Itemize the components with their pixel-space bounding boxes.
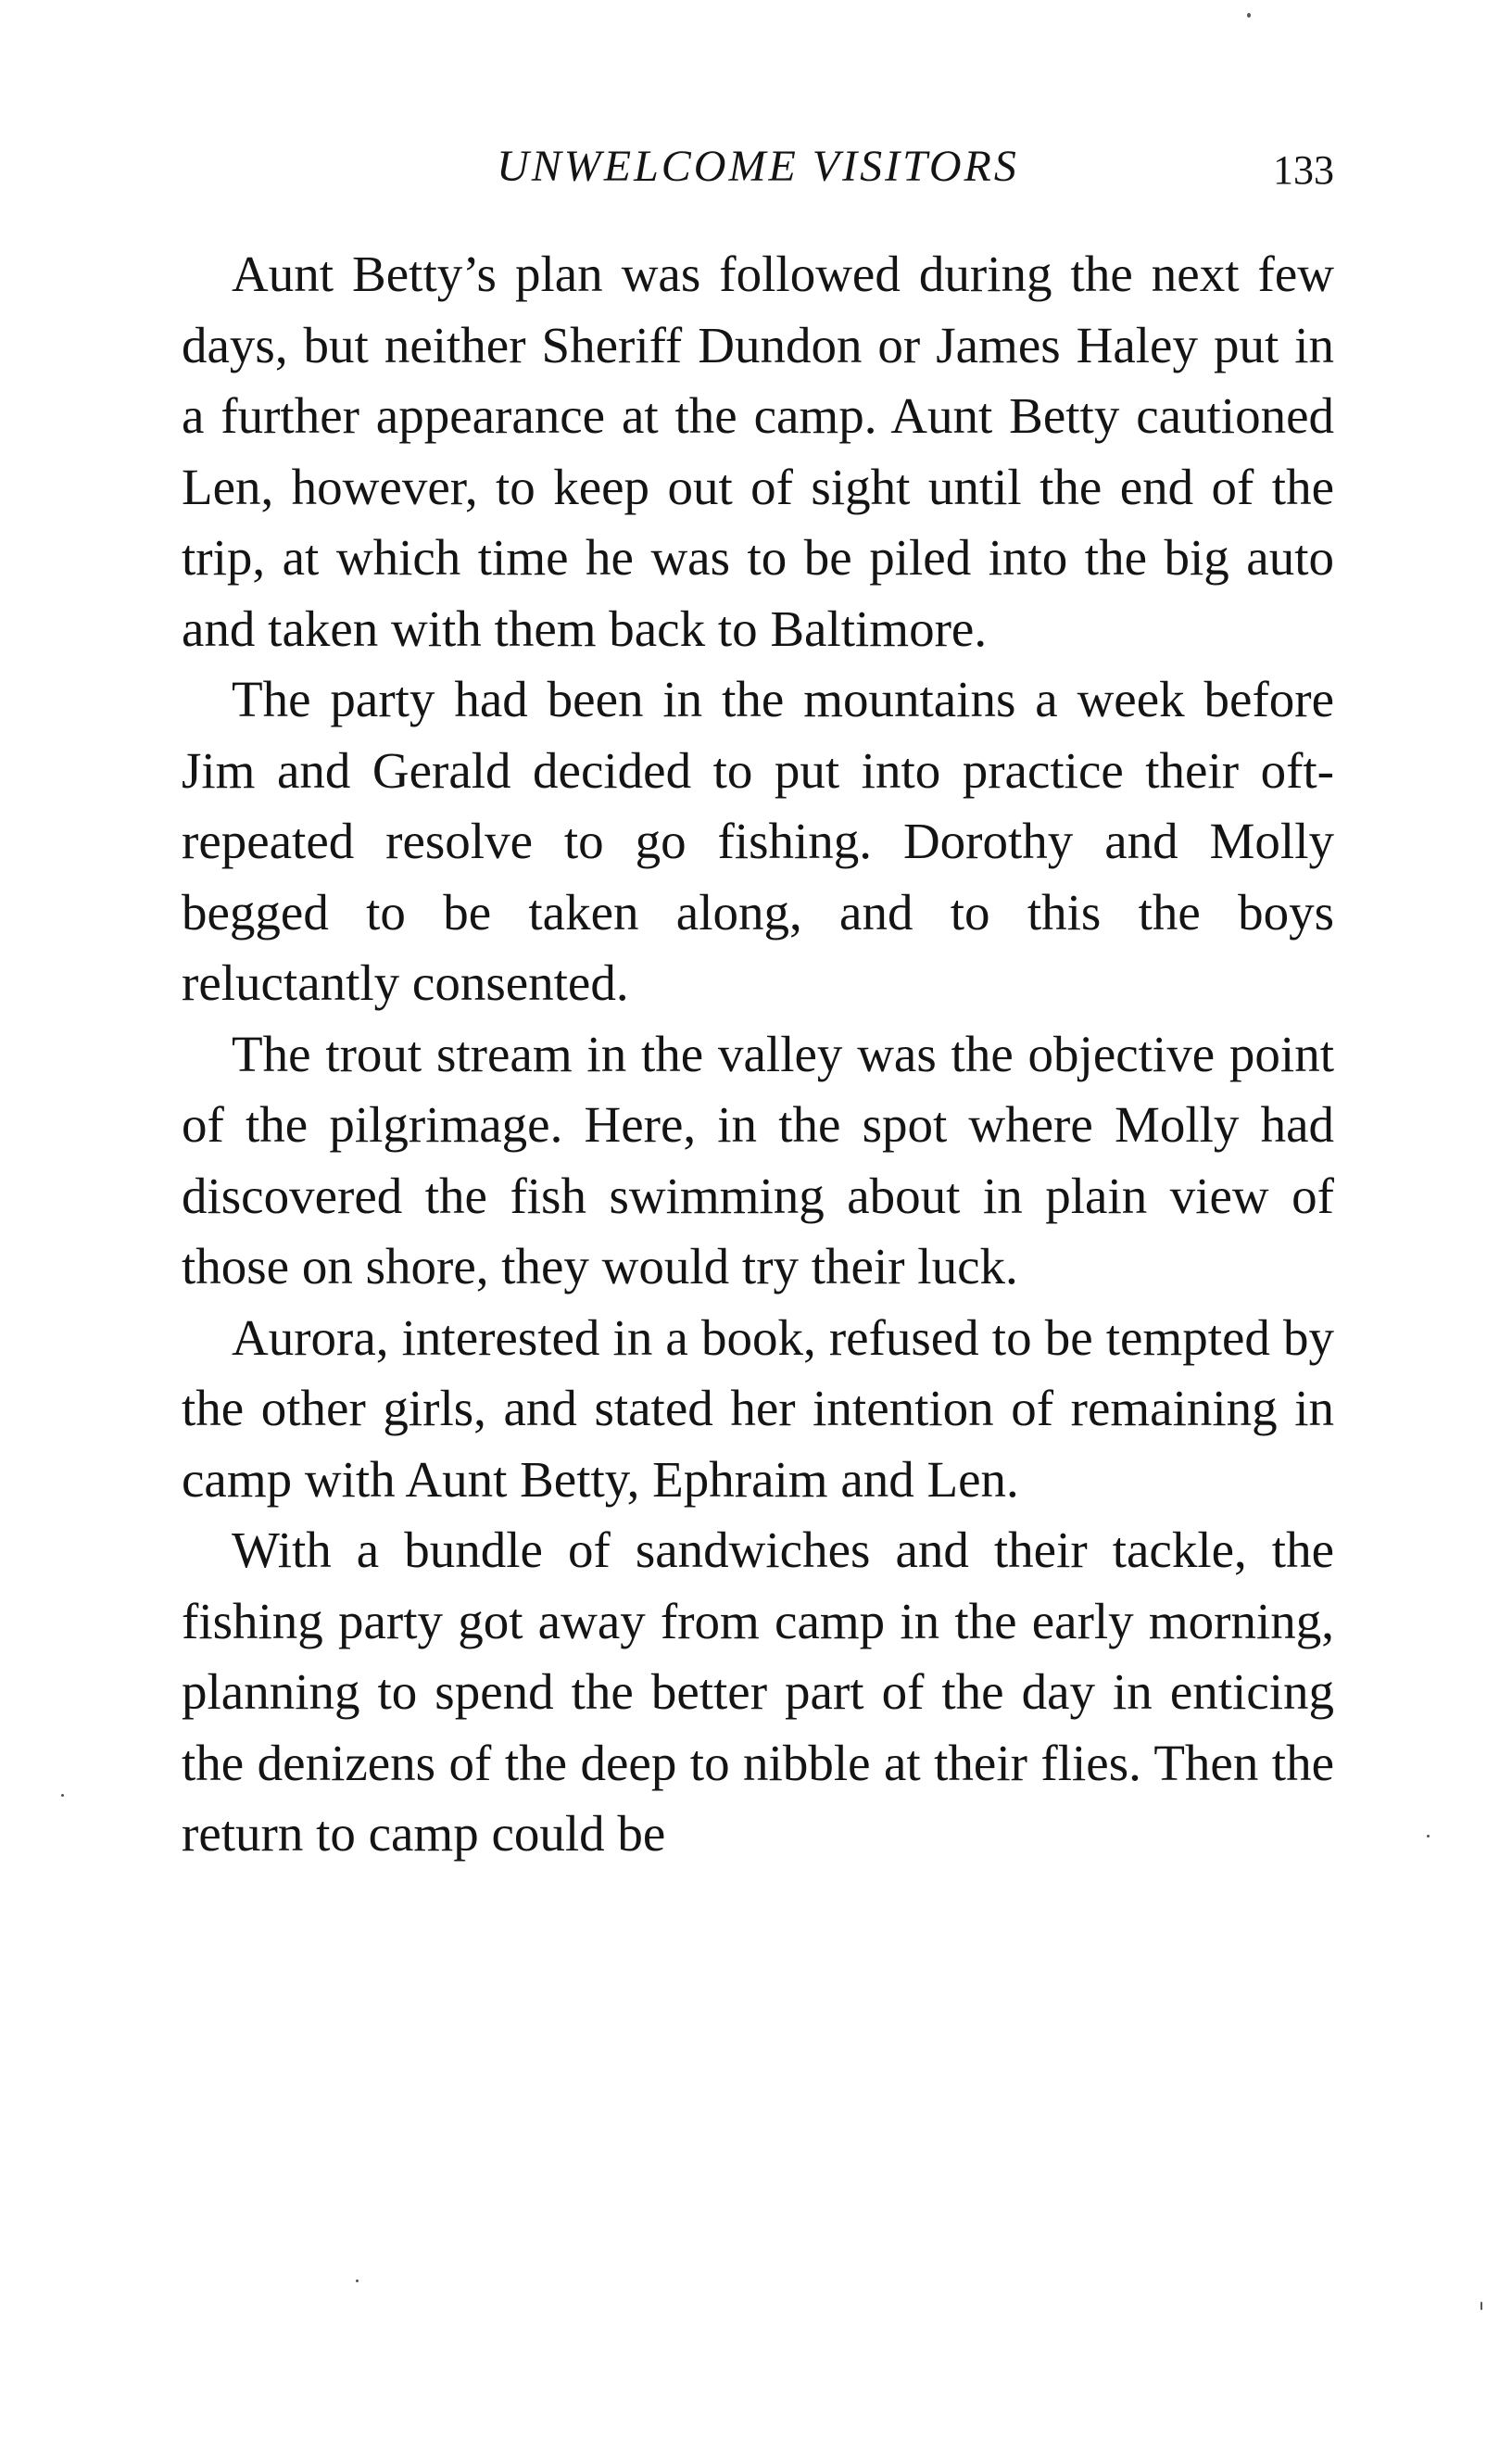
- paragraph-1: Aunt Betty’s plan was followed during the next few days, but neither Sheriff Dundon or James Haley put in a further appearance at the camp. Aunt Betty cautioned Len, however, to keep out of sight until the end of the trip, at which time he was to be piled into the big auto and taken with them back to Baltimore.: [182, 246, 1334, 657]
- print-speck: [1427, 1835, 1430, 1838]
- print-speck: [1480, 2302, 1482, 2310]
- page-number: 133: [1273, 147, 1334, 193]
- paragraph-2: The party had been in the mountains a week before Jim and Gerald decided to put into practice their oft-repeated resolve to go fishing. Dorothy and Molly begged to be taken along, and to this the boys reluctantly consented.: [182, 671, 1334, 1011]
- paragraph-4: Aurora, interested in a book, refused to be tempted by the other girls, and stated her intention of remaining in camp with Aunt Betty, Ephraim and Len.: [182, 1308, 1334, 1508]
- print-speck: [356, 2280, 359, 2282]
- body-text: [182, 239, 1334, 1870]
- running-head: [182, 130, 1334, 204]
- paragraph-3: The trout stream in the valley was the objective point of the pilgrimage. Here, in the spot where Molly had discovered the fish swimming about in plain view of those on shore, they would try their luck.: [182, 1025, 1334, 1294]
- running-title: UNWELCOME VISITORS: [497, 142, 1019, 191]
- paragraph-5: With a bundle of sandwiches and their tackle, the fishing party got away from camp in the early morning, planning to spend the better part of the day in enticing the denizens of the deep to nibble at their flies. Then the return to camp could be: [182, 1522, 1334, 1862]
- print-speck: [61, 1794, 64, 1797]
- print-speck: [1247, 13, 1251, 18]
